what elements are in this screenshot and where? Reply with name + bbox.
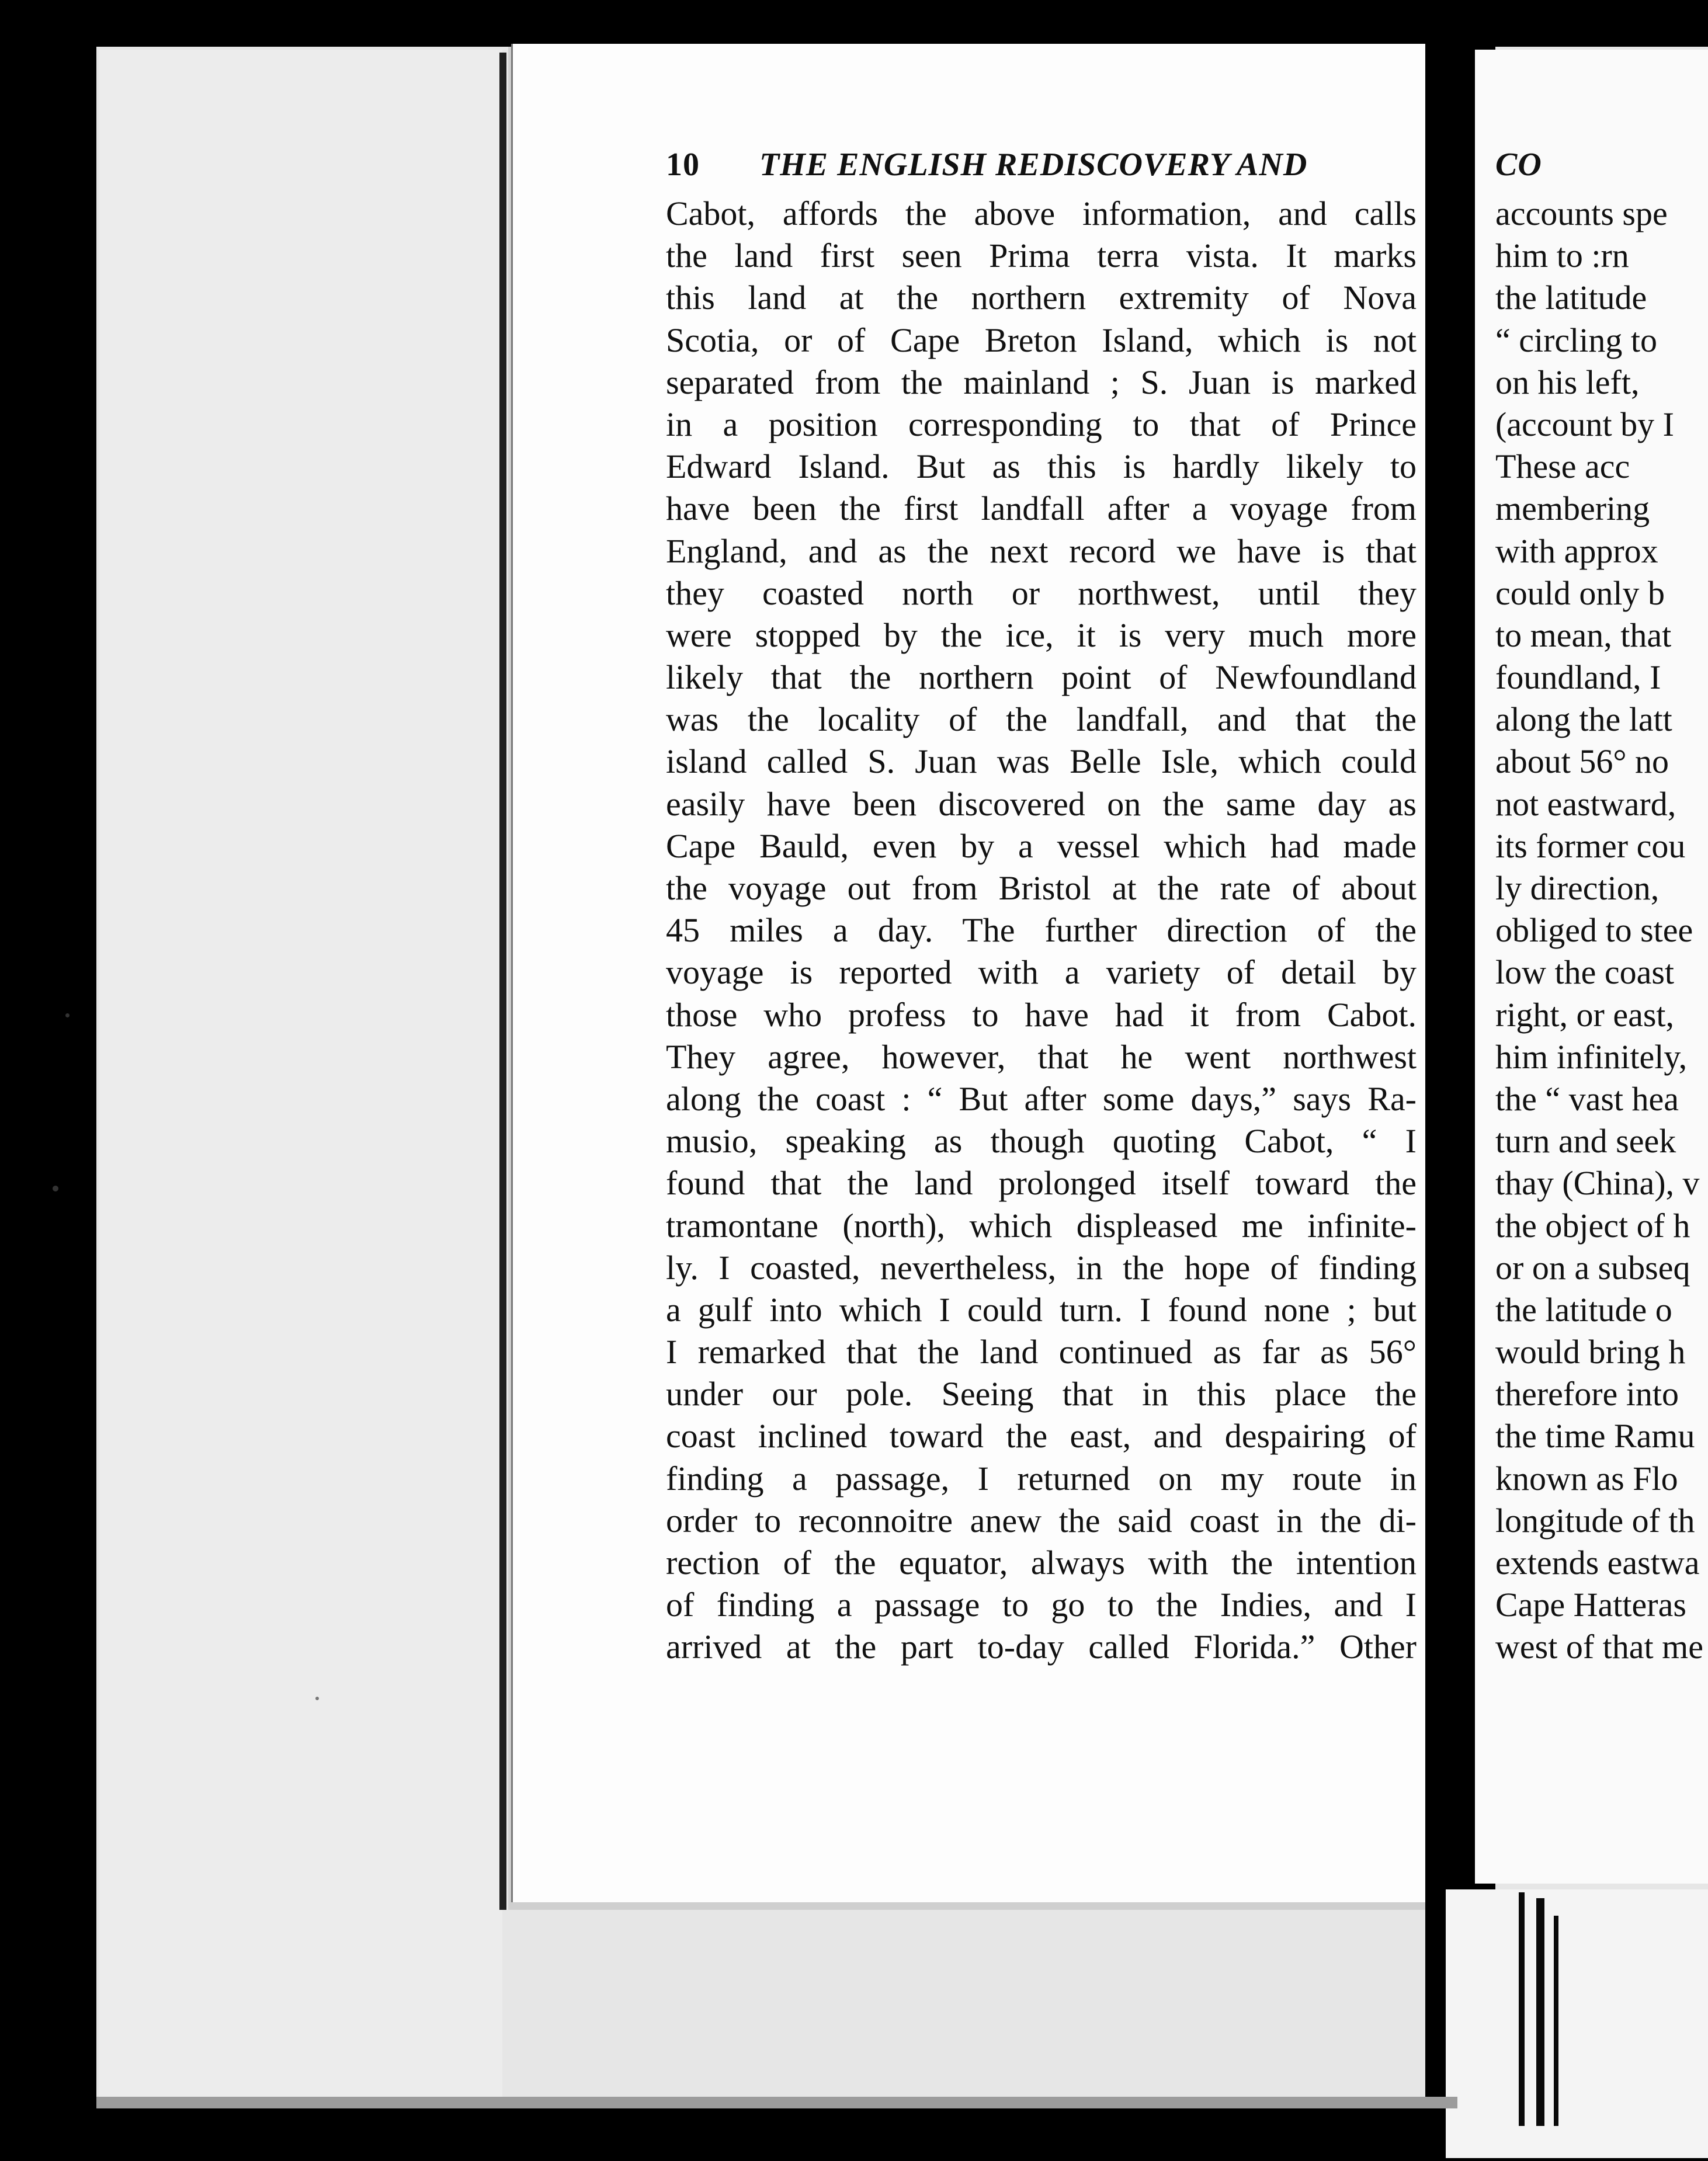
scan-speck (65, 1013, 70, 1017)
text-line: to mean, that (1495, 616, 1672, 654)
text-line: along the coast : “ But after some days,” says Ra- (666, 1079, 1417, 1118)
text-line: known as Flo (1495, 1459, 1678, 1498)
text-line: island called S. Juan was Belle Isle, which could (666, 742, 1417, 781)
text-line: finding a passage, I returned on my route in (666, 1459, 1417, 1498)
text-line: under our pole. Seeing that in this place the (666, 1375, 1417, 1413)
text-line: the latitude (1495, 279, 1647, 317)
text-line: I remarked that the land continued as far as 56° (666, 1333, 1417, 1371)
text-line: have been the first landfall after a voyage from (666, 489, 1417, 528)
text-line: turn and seek (1495, 1122, 1676, 1161)
text-line: thay (China), v (1495, 1164, 1700, 1203)
text-line: west of that me (1495, 1628, 1703, 1666)
text-line: a gulf into which I could turn. I found none ; but (666, 1290, 1417, 1329)
text-line: coast inclined toward the east, and despairing of (666, 1417, 1417, 1455)
text-line: membering (1495, 489, 1650, 528)
text-line: Cabot, affords the above information, and calls (666, 194, 1417, 232)
text-line: about 56° no (1495, 742, 1669, 781)
text-line: found that the land prolonged itself toward the (666, 1164, 1417, 1203)
right-page-text (1495, 146, 1708, 1669)
right-running-head-title: CO (1495, 147, 1542, 183)
text-line: ly direction, (1495, 869, 1660, 907)
page-number: 10 (666, 147, 700, 183)
text-line: were stopped by the ice, it is very much more (666, 616, 1417, 654)
running-head-title: THE ENGLISH REDISCOVERY AND (759, 147, 1308, 183)
binding-stripe (1536, 1898, 1544, 2126)
text-line: Scotia, or of Cape Breton Island, which is not (666, 321, 1417, 359)
text-line: the land first seen Prima terra vista. It marks (666, 237, 1417, 275)
text-line: the voyage out from Bristol at the rate of about (666, 869, 1417, 907)
leaf-edge-shadow (499, 53, 506, 1910)
scan-speck (53, 1186, 58, 1191)
text-line: obliged to stee (1495, 911, 1693, 950)
text-line: or on a subseq (1495, 1248, 1690, 1287)
scan-speck (315, 1697, 319, 1700)
text-line: ly. I coasted, nevertheless, in the hope of finding (666, 1248, 1417, 1287)
text-line: him to :rn (1495, 237, 1629, 275)
text-line: separated from the mainland ; S. Juan is marked (666, 363, 1417, 401)
text-line: These acc (1495, 447, 1630, 486)
text-line: longitude of th (1495, 1501, 1695, 1540)
text-line: musio, speaking as though quoting Cabot, “ I (666, 1122, 1417, 1161)
text-line: voyage is reported with a variety of detail by (666, 953, 1417, 992)
text-line: accounts spe (1495, 194, 1668, 232)
text-line: extends eastwa (1495, 1544, 1700, 1582)
text-line: Cape Hatteras (1495, 1586, 1686, 1624)
text-line: easily have been discovered on the same day as (666, 784, 1417, 823)
right-running-head (1495, 146, 1708, 193)
text-line: rection of the equator, always with the intention (666, 1544, 1417, 1582)
running-head (666, 146, 1417, 193)
text-line: order to reconnoitre anew the said coast in the di- (666, 1501, 1417, 1540)
text-line: likely that the northern point of Newfoundland (666, 658, 1417, 697)
text-line: him infinitely, (1495, 1037, 1688, 1076)
text-line: in a position corresponding to that of Prince (666, 405, 1417, 443)
binding-stripe (1554, 1916, 1558, 2126)
text-line: Cape Bauld, even by a vessel which had made (666, 826, 1417, 865)
right-page-bottom (1446, 1889, 1708, 2158)
text-line: this land at the northern extremity of Nova (666, 279, 1417, 317)
text-line: the “ vast hea (1495, 1079, 1679, 1118)
text-line: Edward Island. But as this is hardly likely to (666, 447, 1417, 486)
text-line: the time Ramu (1495, 1417, 1695, 1455)
text-line: with approx (1495, 531, 1658, 570)
text-line: they coasted north or northwest, until they (666, 574, 1417, 612)
text-line: its former cou (1495, 826, 1686, 865)
left-page-text (666, 146, 1417, 1669)
binding-stripe (1519, 1892, 1525, 2126)
text-line: therefore into (1495, 1375, 1679, 1413)
text-line: along the latt (1495, 700, 1672, 739)
text-line: right, or east, (1495, 995, 1675, 1034)
text-line: was the locality of the landfall, and that the (666, 700, 1417, 739)
text-line: those who profess to have had it from Cabot. (666, 995, 1417, 1034)
text-line: could only b (1495, 574, 1665, 612)
text-line: low the coast (1495, 953, 1675, 992)
text-line: “ circling to (1495, 321, 1658, 359)
text-line: arrived at the part to-day called Florida.” Other (666, 1628, 1417, 1666)
text-line: of finding a passage to go to the Indies, and I (666, 1586, 1417, 1624)
text-line: tramontane (north), which displeased me infinite- (666, 1206, 1417, 1245)
text-line: (account by I (1495, 405, 1674, 443)
text-line: They agree, however, that he went northwest (666, 1037, 1417, 1076)
text-line: not eastward, (1495, 784, 1676, 823)
text-line: would bring h (1495, 1333, 1686, 1371)
text-line: 45 miles a day. The further direction of the (666, 911, 1417, 950)
blank-left-leaf (99, 50, 502, 2097)
bottom-edge (96, 2097, 1457, 2108)
text-line: the object of h (1495, 1206, 1690, 1245)
text-line: the latitude o (1495, 1290, 1672, 1329)
text-line: on his left, (1495, 363, 1640, 401)
text-line: England, and as the next record we have is that (666, 531, 1417, 570)
text-line: foundland, I (1495, 658, 1661, 697)
